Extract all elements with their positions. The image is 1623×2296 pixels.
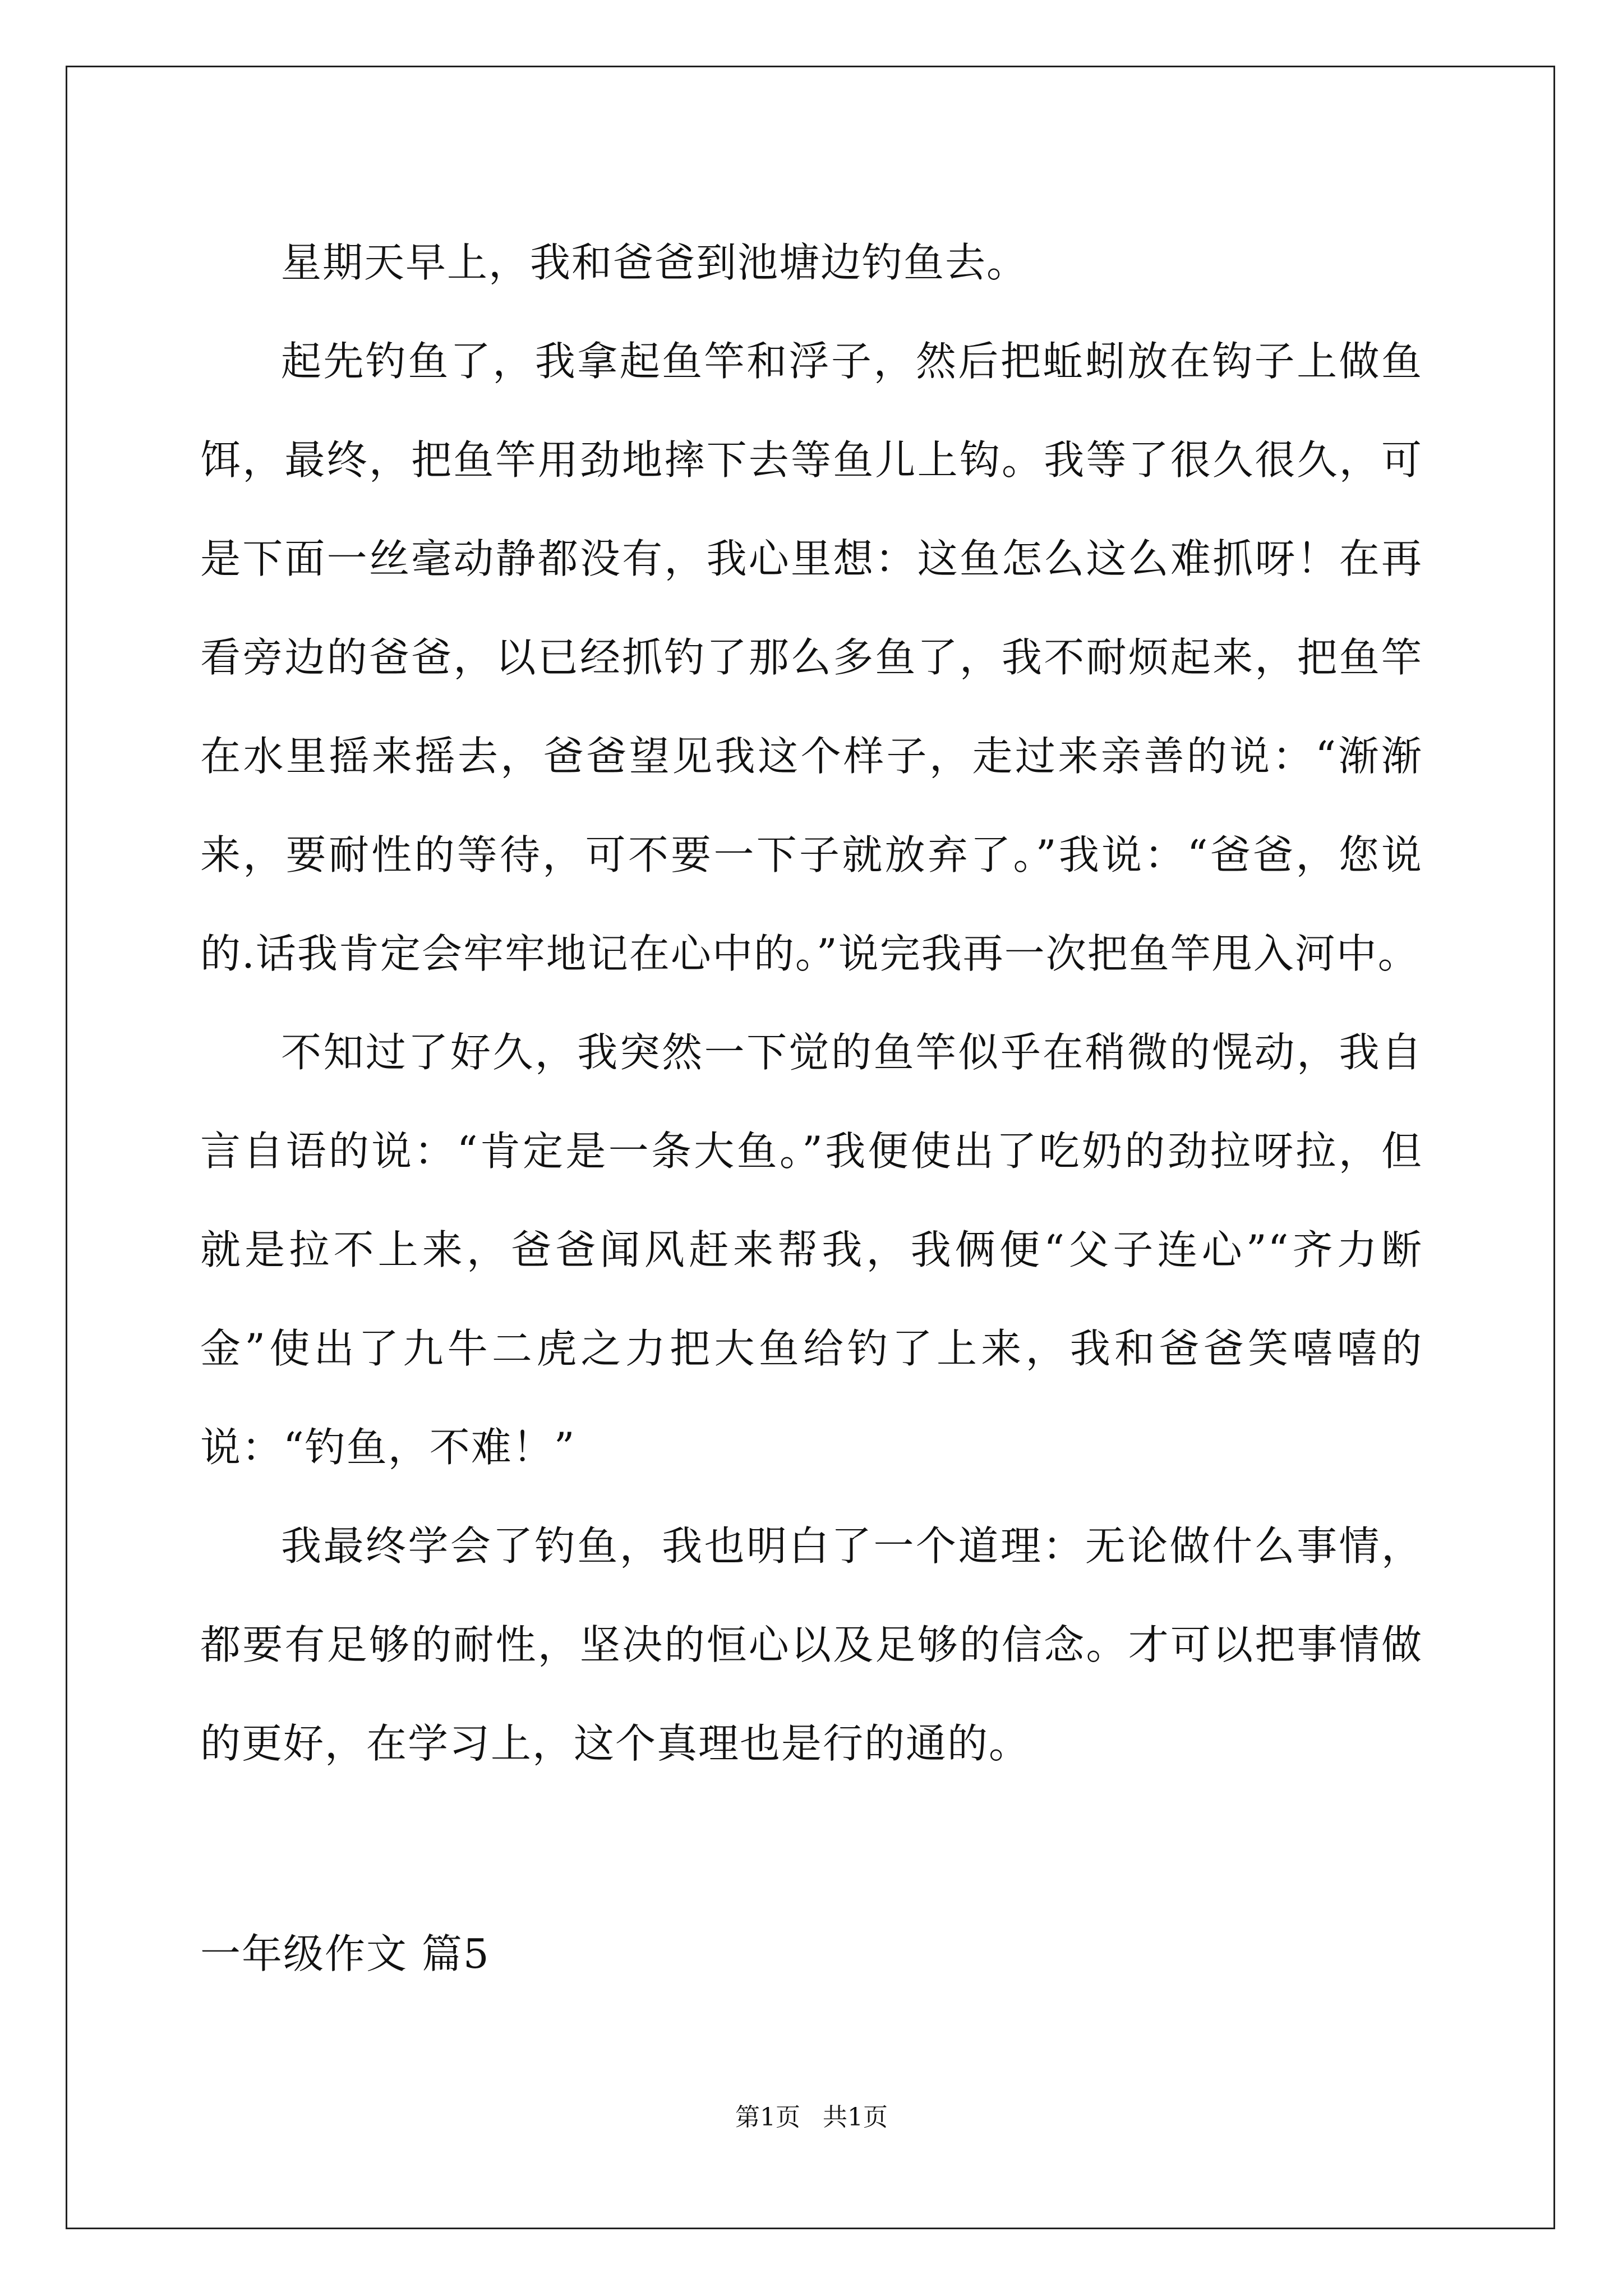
paragraph-3: 不知过了好久，我突然一下觉的鱼竿似乎在稍微的愰动，我自言自语的说：“肯定是一条大鱼。”我便使出了吃奶的劲拉呀拉，但就是拉不上来，爸爸闻风赶来帮我，我俩便“父子连心”“齐力断金”使出了九牛二虎之力把大鱼给钓了上来，我和爸爸笑嘻嘻的说：“钓鱼，不难！” bbox=[200, 1029, 1423, 1471]
page-number: 第1页 bbox=[735, 2103, 800, 2132]
page-total: 共1页 bbox=[823, 2103, 888, 2132]
document-body bbox=[200, 213, 1423, 1793]
paragraph-4: 我最终学会了钓鱼，我也明白了一个道理：无论做什么事情，都要有足够的耐性，坚决的恒心以及足够的信念。才可以把事情做的更好，在学习上，这个真理也是行的通的。 bbox=[200, 1522, 1423, 1767]
paragraph-1: 星期天早上，我和爸爸到池塘边钓鱼去。 bbox=[281, 239, 1029, 286]
paragraph-2: 起先钓鱼了，我拿起鱼竿和浮子，然后把蚯蚓放在钩子上做鱼饵，最终，把鱼竿用劲地摔下去等鱼儿上钩。我等了很久很久，可是下面一丝毫动静都没有，我心里想：这鱼怎么这么难抓呀！在再看旁边的爸爸，以已经抓钓了那么多鱼了，我不耐烦起来，把鱼竿在水里摇来摇去，爸爸望见我这个样子，走过来亲善的说：“渐渐来，要耐性的等待，可不要一下子就放弃了。”我说：“爸爸，您说的.话我肯定会牢牢地记在心中的。”说完我再一次把鱼竿甩入河中。 bbox=[200, 338, 1423, 977]
page-footer bbox=[0, 2101, 1623, 2134]
section-heading: 一年级作文 篇5 bbox=[200, 1930, 490, 1977]
